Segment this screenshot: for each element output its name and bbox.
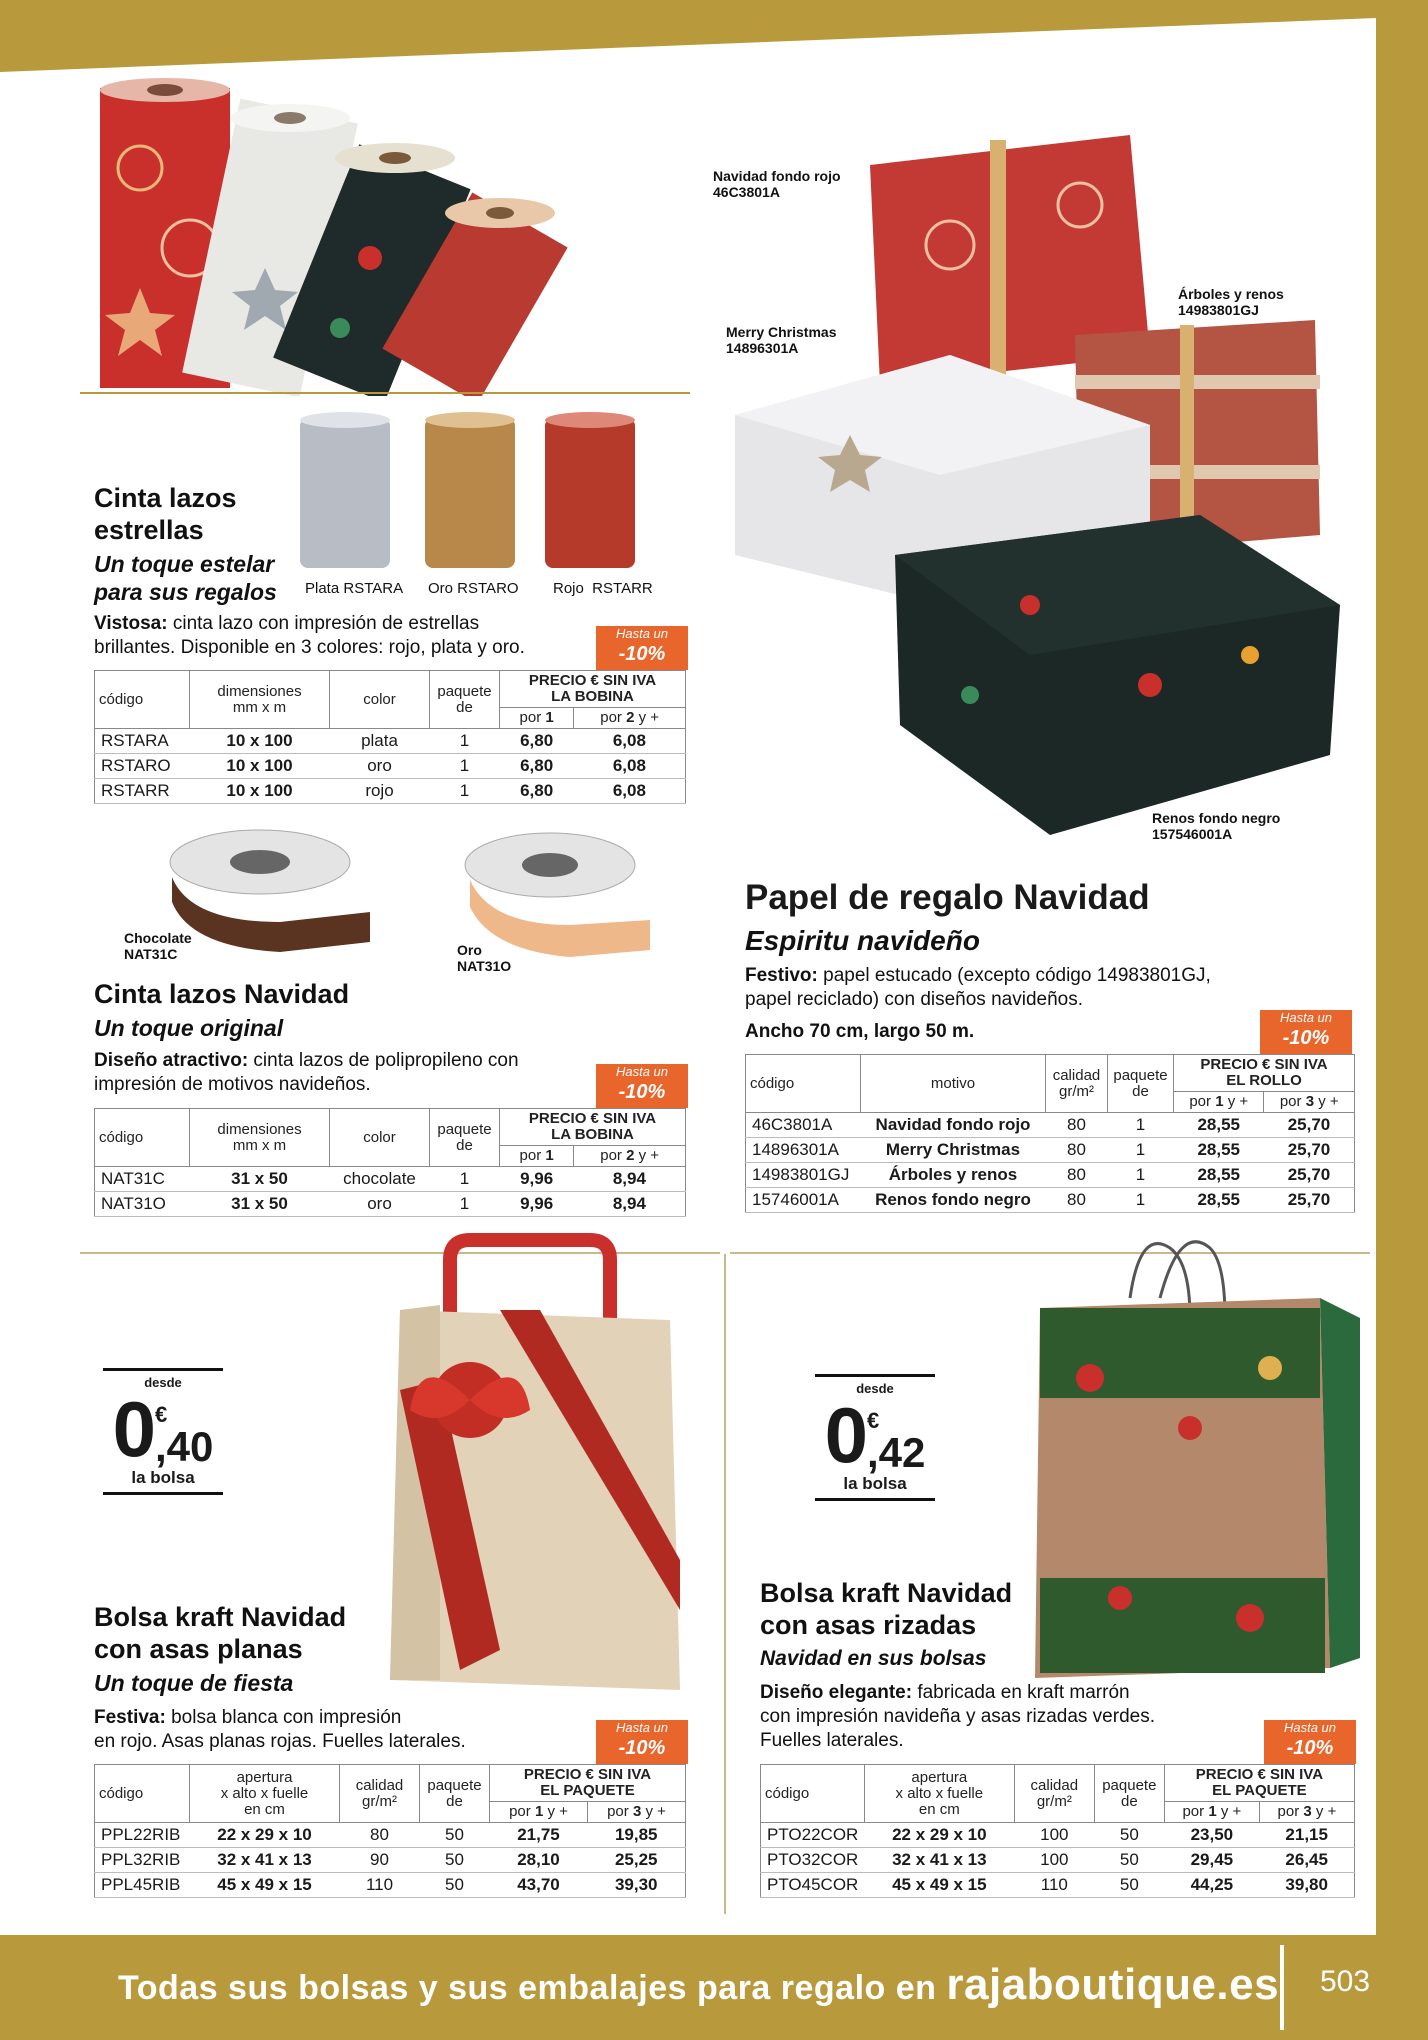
cinta-estrellas-description — [94, 612, 614, 660]
col-codigo: código — [746, 1055, 861, 1113]
spool-label-red: Rojo RSTARR — [553, 580, 653, 597]
col-codigo: código — [95, 1765, 190, 1823]
cinta-estrellas-price-table — [94, 670, 686, 804]
paper-label-rojo: Navidad fondo rojo 46C3801A — [713, 168, 841, 200]
col-por-2: por 2 y + — [574, 1146, 686, 1167]
discount-badge: Hasta un -10% — [596, 1720, 688, 1764]
papel-price-table — [745, 1054, 1355, 1213]
title-line: estrellas — [94, 515, 204, 545]
col-por-1: por 1 y + — [490, 1802, 588, 1823]
page-number: 503 — [1319, 1965, 1371, 1998]
cinta-estrellas-title — [94, 482, 237, 546]
discount-badge — [596, 626, 688, 670]
section-divider-vertical — [724, 1254, 726, 1914]
chocolate-ribbon-spool — [160, 822, 380, 962]
spool-label-gold: Oro RSTARO — [428, 580, 519, 597]
col-precio: PRECIO € SIN IVA EL PAQUETE — [490, 1765, 686, 1802]
cinta-estrellas-subtitle — [94, 550, 277, 606]
col-paquete: paquete de — [420, 1765, 490, 1823]
table-row: PTO45COR 45 x 49 x 15 110 50 44,25 39,80 — [761, 1873, 1355, 1898]
bolsa-rizadas-price-table — [760, 1764, 1355, 1898]
table-row: NAT31O 31 x 50 oro 1 9,96 8,94 — [95, 1192, 686, 1217]
price-unit: la bolsa — [131, 1468, 195, 1487]
table-row: 15746001A Renos fondo negro 80 1 28,55 25,70 — [746, 1188, 1355, 1213]
col-por-1: por 1 — [500, 708, 574, 729]
desc-lead: Vistosa: — [94, 613, 168, 634]
price-from-value: 0 € ,40 — [112, 1385, 214, 1473]
table-row: 14896301A Merry Christmas 80 1 28,55 25,70 — [746, 1138, 1355, 1163]
col-precio: PRECIO € SIN IVA LA BOBINA — [500, 1109, 686, 1146]
col-precio: PRECIO € SIN IVA EL PAQUETE — [1164, 1765, 1354, 1802]
table-row: RSTARR 10 x 100 rojo 1 6,80 6,08 — [95, 779, 686, 804]
cinta-navidad-price-table — [94, 1108, 686, 1217]
bolsa-rizadas-subtitle: Navidad en sus bolsas — [760, 1647, 987, 1670]
paper-label-arboles: Árboles y renos 14983801GJ — [1178, 286, 1284, 318]
col-apertura: apertura x alto x fuelle en cm — [190, 1765, 340, 1823]
gift-boxes-illustration — [730, 135, 1350, 855]
price-from-value: 0 € ,42 — [824, 1391, 926, 1479]
paper-label-merry: Merry Christmas 14896301A — [726, 324, 837, 356]
table-row: PTO22COR 22 x 29 x 10 100 50 23,50 21,15 — [761, 1823, 1355, 1848]
table-row: PPL45RIB 45 x 49 x 15 110 50 43,70 39,30 — [95, 1873, 686, 1898]
price-unit: la bolsa — [843, 1474, 907, 1493]
col-color: color — [330, 671, 430, 729]
col-paquete: paquete de — [1094, 1765, 1164, 1823]
ribbon-label-chocolate: Chocolate NAT31C — [124, 930, 192, 962]
price-from-box — [815, 1374, 935, 1501]
cinta-navidad-title: Cinta lazos Navidad — [94, 979, 350, 1009]
col-precio: PRECIO € SIN IVA EL ROLLO — [1174, 1055, 1355, 1092]
table-row: RSTARO 10 x 100 oro 1 6,80 6,08 — [95, 754, 686, 779]
flat-handle-bag-illustration — [380, 1230, 700, 1720]
spool-silver — [300, 412, 390, 568]
col-por-1: por 1 — [500, 1146, 574, 1167]
top-gold-band — [0, 0, 1428, 72]
discount-value: -10% — [618, 643, 666, 665]
col-codigo: código — [95, 1109, 190, 1167]
papel-title: Papel de regalo Navidad — [745, 878, 1150, 917]
bolsa-planas-subtitle: Un toque de fiesta — [94, 1670, 294, 1696]
box-black — [895, 515, 1340, 835]
spool-label-silver: Plata RSTARA — [305, 580, 404, 597]
col-motivo: motivo — [861, 1055, 1046, 1113]
col-codigo: código — [95, 671, 190, 729]
papel-subtitle: Espiritu navideño — [745, 925, 980, 956]
papel-size: Ancho 70 cm, largo 50 m. — [745, 1021, 975, 1042]
papel-description: Festivo: papel estucado (excepto código 14983801GJ, papel reciclado) con diseños navideños. — [745, 965, 1211, 1010]
price-from-box — [103, 1368, 223, 1495]
col-por-1: por 1 y + — [1164, 1802, 1259, 1823]
table-row: PPL22RIB 22 x 29 x 10 80 50 21,75 19,85 — [95, 1823, 686, 1848]
col-por-3: por 3 y + — [1264, 1092, 1355, 1113]
bolsa-planas-price-table — [94, 1764, 686, 1898]
ribbon-label-oro: Oro NAT31O — [457, 942, 512, 974]
col-por-3: por 3 y + — [587, 1802, 685, 1823]
cinta-navidad-description: Diseño atractivo: cinta lazos de polipropileno con impresión de motivos navideños. — [94, 1050, 519, 1095]
desc-text: brillantes. Disponible en 3 colores: rojo, plata y oro. — [94, 637, 525, 658]
bolsa-rizadas-title: Bolsa kraft Navidad con asas rizadas — [760, 1578, 1013, 1640]
col-por-2: por 2 y + — [574, 708, 686, 729]
footer-promo-text: Todas sus bolsas y sus embalajes para regalo en — [118, 1969, 937, 2007]
table-row: PPL32RIB 32 x 41 x 13 90 50 28,10 25,25 — [95, 1848, 686, 1873]
table-row: PTO32COR 32 x 41 x 13 100 50 29,45 26,45 — [761, 1848, 1355, 1873]
footer-promo — [118, 1960, 1279, 2010]
bolsa-rizadas-description: Diseño elegante: fabricada en kraft marrón con impresión navideña y asas rizadas verdes. Fuelles laterales. — [760, 1682, 1155, 1751]
col-por-3: por 3 y + — [1259, 1802, 1354, 1823]
title-line: Cinta lazos — [94, 483, 237, 513]
bolsa-planas-description: Festiva: bolsa blanca con impresión en rojo. Asas planas rojas. Fuelles laterales. — [94, 1707, 466, 1752]
table-row: NAT31C 31 x 50 chocolate 1 9,96 8,94 — [95, 1167, 686, 1192]
price-from-label: desde — [144, 1375, 182, 1390]
col-color: color — [330, 1109, 430, 1167]
col-calidad: calidad gr/m² — [340, 1765, 420, 1823]
desc-text: cinta lazo con impresión de estrellas — [167, 613, 480, 634]
col-paquete: paquete de — [1108, 1055, 1174, 1113]
discount-badge: Hasta un -10% — [596, 1064, 688, 1108]
table-row: 14983801GJ Árboles y renos 80 1 28,55 25,70 — [746, 1163, 1355, 1188]
col-calidad: calidad gr/m² — [1014, 1765, 1094, 1823]
table-row: 46C3801A Navidad fondo rojo 80 1 28,55 25,70 — [746, 1113, 1355, 1138]
col-paquete: paquete de — [430, 1109, 500, 1167]
footer-divider — [1280, 1945, 1284, 2030]
subtitle-line: Un toque estelar — [94, 551, 275, 577]
cinta-navidad-subtitle: Un toque original — [94, 1015, 284, 1041]
bolsa-planas-title: Bolsa kraft Navidad con asas planas — [94, 1602, 347, 1664]
col-dimensiones: dimensiones mm x m — [190, 671, 330, 729]
right-gold-bar — [1376, 0, 1428, 1935]
col-calidad: calidad gr/m² — [1046, 1055, 1108, 1113]
col-paquete: paquete de — [430, 671, 500, 729]
col-por-1: por 1 y + — [1174, 1092, 1264, 1113]
discount-badge: Hasta un -10% — [1260, 1010, 1352, 1054]
spool-red — [545, 412, 635, 568]
paper-rolls-illustration — [80, 78, 715, 396]
footer-website-link[interactable]: rajaboutique.es — [946, 1960, 1280, 2009]
discount-badge: Hasta un -10% — [1264, 1720, 1356, 1764]
col-precio: PRECIO € SIN IVA LA BOBINA — [500, 671, 686, 708]
star-ribbon-spools — [295, 408, 675, 573]
spool-gold — [425, 412, 515, 568]
discount-caption: Hasta un — [615, 626, 669, 641]
twisted-handle-bag-illustration — [1030, 1238, 1370, 1708]
paper-label-renos: Renos fondo negro 157546001A — [1152, 810, 1281, 842]
col-dimensiones: dimensiones mm x m — [190, 1109, 330, 1167]
col-codigo: código — [761, 1765, 865, 1823]
subtitle-line: para sus regalos — [94, 579, 277, 605]
table-row: RSTARA 10 x 100 plata 1 6,80 6,08 — [95, 729, 686, 754]
col-apertura: apertura x alto x fuelle en cm — [864, 1765, 1014, 1823]
price-from-label: desde — [856, 1381, 894, 1396]
